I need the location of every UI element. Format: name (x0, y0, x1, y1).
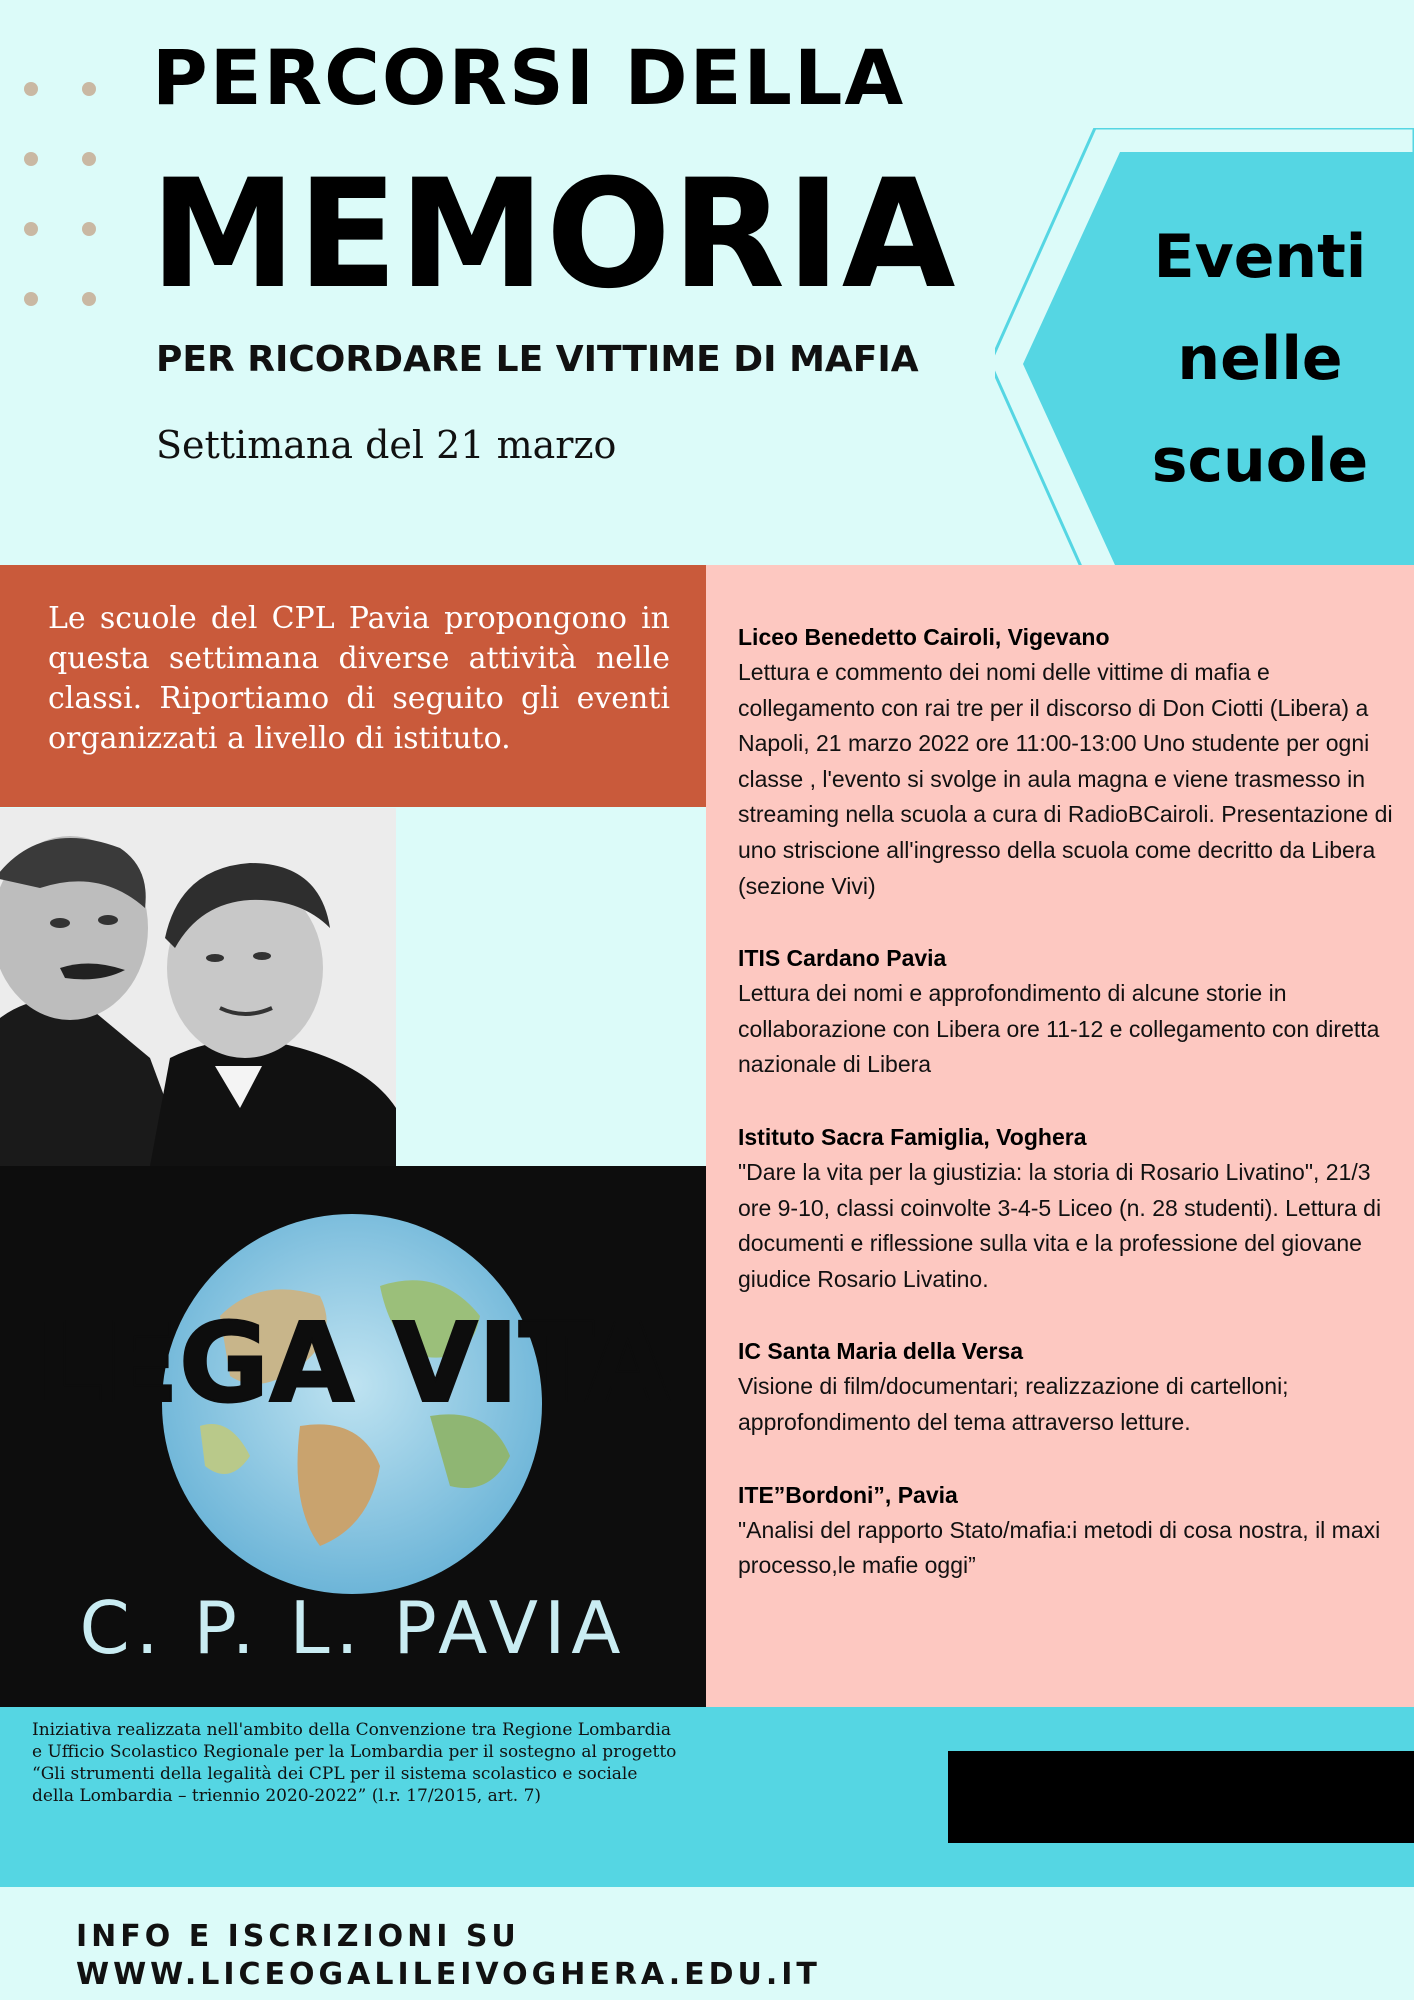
events-badge (995, 128, 1414, 598)
photo-two-men (0, 808, 396, 1166)
title-line-1: PERCORSI DELLA (152, 33, 906, 122)
dot (82, 292, 96, 306)
subtitle: PER RICORDARE LE VITTIME DI MAFIA (156, 339, 919, 380)
event-item (738, 1119, 1393, 1297)
dot (24, 82, 38, 96)
event-body: "Analisi del rapporto Stato/mafia:i metodi di cosa nostra, il maxi processo,le mafie oggi” (738, 1516, 1381, 1579)
event-item (738, 940, 1393, 1083)
globe-text: LEGA VITA (33, 1299, 671, 1427)
initiative-note: Iniziativa realizzata nell'ambito della Convenzione tra Regione Lombardia e Ufficio Scolastico Regionale per la Lombardia per il sostegno al progetto “Gli strumenti della legalità dei CPL per il sistema scolastico e sociale della Lombardia – triennio 2020-2022” (l.r. 17/2015, art. 7) (32, 1720, 677, 1806)
dot (24, 152, 38, 166)
event-item (738, 619, 1393, 904)
title-line-2: MEMORIA (150, 148, 957, 322)
intro-text: Le scuole del CPL Pavia propongono in questa settimana diverse attività nelle classi. Riportiamo di seguito gli eventi organizzati a livello di istituto. (48, 601, 670, 756)
badge-line-1: Eventi (1153, 222, 1367, 292)
event-title: Liceo Benedetto Cairoli, Vigevano (738, 624, 1110, 650)
intro-box (0, 565, 706, 807)
event-item (738, 1477, 1393, 1584)
events-list (738, 619, 1393, 1620)
event-title: ITE”Bordoni”, Pavia (738, 1481, 958, 1508)
dot (24, 222, 38, 236)
dot (82, 222, 96, 236)
info-url[interactable]: WWW.LICEOGALILEIVOGHERA.EDU.IT (76, 1957, 821, 1992)
info-section (76, 1918, 1076, 1994)
event-body: "Dare la vita per la giustizia: la storia di Rosario Livatino", 21/3 ore 9-10, classi coinvolte 3-4-5 Liceo (n. 28 studenti). Lettura di documenti e riflessione sulla vita e la professione del giovane giudice Rosario Livatino. (738, 1158, 1382, 1292)
black-bar (948, 1751, 1414, 1843)
event-body: Lettura e commento dei nomi delle vittime di mafia e collegamento con rai tre per il discorso di Don Ciotti (Libera) a Napoli, 21 marzo 2022 ore 11:00-13:00 Uno studente per ogni classe , l'evento si svolge in aula magna e viene trasmesso in streaming nella scuola a cura di RadioBCairoli. Presentazione di uno striscione all'ingresso della scuola come decritto da Libera (sezione Vivi) (738, 659, 1393, 899)
badge-line-3: scuole (1151, 426, 1369, 496)
event-title: Istituto Sacra Famiglia, Voghera (738, 1123, 1087, 1150)
logo-caption: C. P. L. PAVIA (79, 1586, 627, 1670)
info-label: INFO E ISCRIZIONI SU (76, 1919, 520, 1954)
event-title: IC Santa Maria della Versa (738, 1338, 1024, 1365)
event-body: Visione di film/documentari; realizzazione di cartelloni; approfondimento del tema attraverso letture. (738, 1373, 1289, 1435)
photo-illustration (0, 808, 396, 1166)
event-item (738, 1333, 1393, 1440)
badge-line-2: nelle (1177, 324, 1343, 394)
dot (82, 82, 96, 96)
dot (82, 152, 96, 166)
event-body: Lettura dei nomi e approfondimento di alcune storie in collaborazione con Libera ore 11-12 e collegamento con diretta nazionale di Libera (738, 980, 1380, 1078)
event-title: ITIS Cardano Pavia (738, 945, 947, 972)
footer-band (0, 1707, 1414, 1887)
cpl-pavia-logo (0, 1166, 706, 1707)
events-panel (706, 565, 1414, 1707)
week-label: Settimana del 21 marzo (156, 423, 617, 467)
dot (24, 292, 38, 306)
badge-text (1095, 206, 1414, 512)
